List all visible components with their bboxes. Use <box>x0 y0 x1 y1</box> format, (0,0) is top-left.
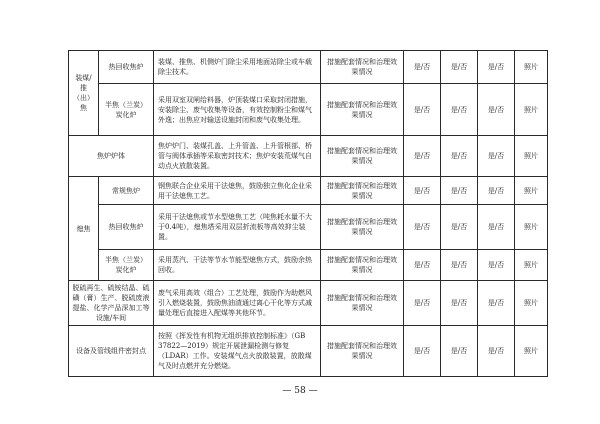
measure-cell: 措施配套情况和治理效果情况 <box>321 51 404 84</box>
table-row <box>69 326 548 377</box>
table-row <box>69 205 548 250</box>
photo-cell: 照片 <box>515 84 548 136</box>
status-cell: 是/否 <box>478 177 515 205</box>
photo-cell: 照片 <box>515 136 548 177</box>
status-cell: 是/否 <box>441 136 478 177</box>
photo-cell: 照片 <box>515 177 548 205</box>
category-cell: 脱硫再生、硫铵结晶、硫磺（膏）生产、脱硫废液提盐、化学产品深加工等设施/车间 <box>69 281 154 326</box>
status-cell: 是/否 <box>441 205 478 250</box>
status-cell: 是/否 <box>404 250 441 281</box>
status-cell: 是/否 <box>478 136 515 177</box>
status-cell: 是/否 <box>478 51 515 84</box>
status-cell: 是/否 <box>404 205 441 250</box>
status-cell: 是/否 <box>478 205 515 250</box>
photo-cell: 照片 <box>515 281 548 326</box>
subcategory-cell: 半焦（兰炭）炭化炉 <box>99 250 154 281</box>
measure-cell: 措施配套情况和治理效果情况 <box>321 281 404 326</box>
category-cell: 装煤/推（出）焦 <box>69 51 99 136</box>
measure-cell: 措施配套情况和治理效果情况 <box>321 84 404 136</box>
requirement-cell: 采用蒸汽、干法等节水节能型熄焦方式，鼓励余热回收。 <box>154 250 321 281</box>
measure-cell: 措施配套情况和治理效果情况 <box>321 326 404 377</box>
status-cell: 是/否 <box>478 326 515 377</box>
status-cell: 是/否 <box>441 84 478 136</box>
requirement-cell: 按照《挥发性有机物无组织排放控制标准》（GB 37822—2019）规定开展泄漏检测与修复（LDAR）工作。安装煤气点火放散装置，放散煤气及时点燃并充分燃烧。 <box>154 326 321 377</box>
requirement-cell: 钢焦联合企业采用干法熄焦，鼓励独立焦化企业采用干法熄焦工艺。 <box>154 177 321 205</box>
table-row <box>69 281 548 326</box>
requirement-cell: 采用干法熄焦或节水型熄焦工艺（吨焦耗水量不大于0.4吨），熄焦塔采用双层折流板等高效抑尘装置。 <box>154 205 321 250</box>
measure-cell: 措施配套情况和治理效果情况 <box>321 177 404 205</box>
measure-cell: 措施配套情况和治理效果情况 <box>321 205 404 250</box>
category-cell: 焦炉炉体 <box>69 136 154 177</box>
table-row <box>69 51 548 84</box>
table-row <box>69 250 548 281</box>
subcategory-cell: 热回收焦炉 <box>99 51 154 84</box>
status-cell: 是/否 <box>441 281 478 326</box>
status-cell: 是/否 <box>441 177 478 205</box>
table-row <box>69 136 548 177</box>
subcategory-cell: 半焦（兰炭）炭化炉 <box>99 84 154 136</box>
subcategory-cell: 热回收焦炉 <box>99 205 154 250</box>
status-cell: 是/否 <box>404 136 441 177</box>
status-cell: 是/否 <box>478 84 515 136</box>
requirement-cell: 焦炉炉门、装煤孔盖、上升管盖、上升管根部、桥管与阀体承插等采取密封技术；焦炉安装荒煤气自动点火放散装置。 <box>154 136 321 177</box>
status-cell: 是/否 <box>441 326 478 377</box>
status-cell: 是/否 <box>478 250 515 281</box>
measure-cell: 措施配套情况和治理效果情况 <box>321 136 404 177</box>
page-number: — 58 — <box>282 386 318 396</box>
status-cell: 是/否 <box>404 84 441 136</box>
photo-cell: 照片 <box>515 250 548 281</box>
photo-cell: 照片 <box>515 205 548 250</box>
requirement-cell: 采用双室双闸给料器，炉顶装煤口采取封闭措施，安装除尘、废气收集等设备，有效控制粉尘和煤气外逸；出焦应对输送设施封闭和废气收集处理。 <box>154 84 321 136</box>
photo-cell: 照片 <box>515 51 548 84</box>
table-row <box>69 84 548 136</box>
measure-cell: 措施配套情况和治理效果情况 <box>321 250 404 281</box>
table-row <box>69 177 548 205</box>
category-cell: 熄焦 <box>69 177 99 281</box>
requirement-cell: 装煤、推焦、机侧炉门除尘采用地面站除尘或车载除尘技术。 <box>154 51 321 84</box>
measures-table <box>68 50 548 377</box>
status-cell: 是/否 <box>404 326 441 377</box>
status-cell: 是/否 <box>441 51 478 84</box>
category-cell: 设备及管线组件密封点 <box>69 326 154 377</box>
status-cell: 是/否 <box>478 281 515 326</box>
subcategory-cell: 常规焦炉 <box>99 177 154 205</box>
status-cell: 是/否 <box>404 177 441 205</box>
requirement-cell: 废气采用高效（组合）工艺处理，鼓励作为助燃风引入燃烧装置，鼓励焦油渣通过离心干化等方式减量处理后直接进入配煤等其他环节。 <box>154 281 321 326</box>
photo-cell: 照片 <box>515 326 548 377</box>
status-cell: 是/否 <box>404 51 441 84</box>
status-cell: 是/否 <box>404 281 441 326</box>
status-cell: 是/否 <box>441 250 478 281</box>
